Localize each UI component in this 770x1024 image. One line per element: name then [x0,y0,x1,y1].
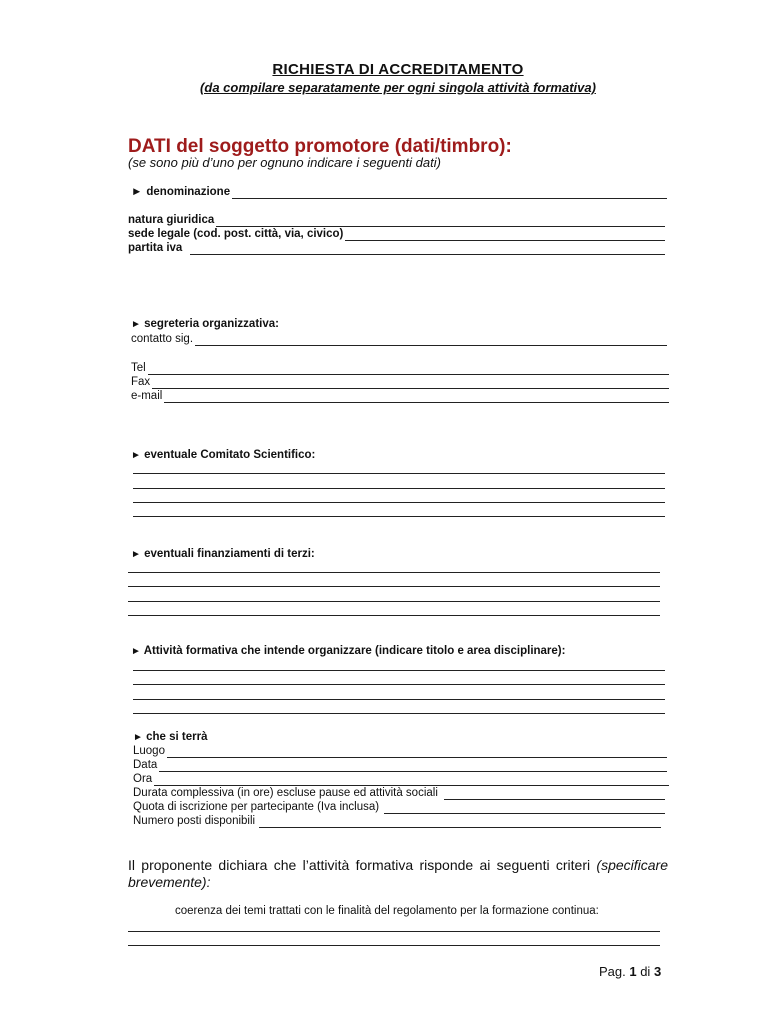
tel-label: Tel [131,362,146,374]
ora-label: Ora [133,773,153,785]
comitato-line[interactable] [133,488,665,489]
denominazione-line[interactable] [232,188,667,199]
tel-line[interactable] [148,364,669,375]
finanziamenti-label: eventuali finanziamenti di terzi: [144,548,315,560]
posti-field[interactable] [133,815,661,828]
finanziamenti-line[interactable] [128,615,660,616]
luogo-line[interactable] [167,747,667,758]
natura-giuridica-field[interactable] [128,214,665,227]
comitato-line[interactable] [133,473,665,474]
durata-label: Durata complessiva (in ore) escluse pause ed attività sociali [133,787,438,799]
contatto-field[interactable] [131,333,667,346]
declaration-text: Il proponente dichiara che l’attività formativa risponde ai seguenti criteri [128,857,597,873]
finanziamenti-line[interactable] [128,601,660,602]
natura-giuridica-line[interactable] [216,216,665,227]
partita-iva-field[interactable] [128,242,665,255]
sede-legale-field[interactable] [128,228,665,241]
arrow-marker-icon: ► [133,732,143,743]
arrow-marker-icon: ► [131,450,141,461]
comitato-heading [131,449,315,462]
contatto-label: contatto sig. [131,333,194,345]
ora-line[interactable] [154,775,669,786]
document-subtitle: (da compilare separatamente per ogni singola attività formativa) [200,80,596,95]
declaration-paragraph [128,857,668,891]
segreteria-label: segreteria organizzativa: [144,318,279,330]
attivita-line[interactable] [133,684,665,685]
criterion-text: coerenza dei temi trattati con le finalità del regolamento per la formazione continua: [175,905,599,917]
finanziamenti-line[interactable] [128,586,660,587]
luogo-field[interactable] [133,745,667,758]
attivita-line[interactable] [133,713,665,714]
fax-field[interactable] [131,376,669,389]
attivita-line[interactable] [133,699,665,700]
data-label: Data [133,759,158,771]
data-line[interactable] [159,761,667,772]
data-field[interactable] [133,759,667,772]
sede-evento-heading [133,731,207,744]
page-of: di [636,964,654,979]
durata-line[interactable] [444,789,665,800]
contatto-line[interactable] [195,335,667,346]
partita-iva-line[interactable] [190,244,665,255]
partita-iva-label: partita iva [128,242,183,254]
arrow-marker-icon: ► [131,549,141,560]
comitato-label: eventuale Comitato Scientifico: [144,449,316,461]
arrow-marker-icon: ► [131,319,141,330]
page-indicator [599,964,661,979]
email-label: e-mail [131,390,163,402]
denominazione-field[interactable] [131,186,667,199]
email-field[interactable] [131,390,669,403]
sede-legale-line[interactable] [345,230,665,241]
criterion-line[interactable] [128,931,660,932]
quota-line[interactable] [384,803,665,814]
posti-label: Numero posti disponibili [133,815,256,827]
document-title: RICHIESTA DI ACCREDITAMENTO [272,61,524,78]
finanziamenti-line[interactable] [128,572,660,573]
promoter-note: (se sono più d’uno per ognuno indicare i seguenti dati) [128,155,441,170]
email-line[interactable] [164,392,669,403]
sede-evento-label: che si terrà [146,731,208,743]
tel-field[interactable] [131,362,669,375]
quota-label: Quota di iscrizione per partecipante (Iva inclusa) [133,801,380,813]
quota-field[interactable] [133,801,665,814]
promoter-heading: DATI del soggetto promotore (dati/timbro): [128,136,512,157]
durata-field[interactable] [133,787,665,800]
finanziamenti-heading [131,548,315,561]
comitato-line[interactable] [133,502,665,503]
sede-legale-label: sede legale (cod. post. città, via, civico) [128,228,344,240]
comitato-line[interactable] [133,516,665,517]
attivita-label: Attività formativa che intende organizzare (indicare titolo e area disciplinare): [143,645,566,657]
posti-line[interactable] [259,817,661,828]
luogo-label: Luogo [133,745,165,757]
fax-line[interactable] [152,378,669,389]
page-number: 1 [629,964,637,979]
attivita-line[interactable] [133,670,665,671]
page-prefix: Pag. [599,964,630,979]
arrow-marker-icon: ► [131,646,141,657]
declaration-italic: (specificare brevemente): [128,857,668,890]
denominazione-label: denominazione [146,186,231,198]
arrow-marker-icon: ► [131,186,143,198]
fax-label: Fax [131,376,151,388]
natura-giuridica-label: natura giuridica [128,214,215,226]
page-total: 3 [653,964,662,979]
criterion-line[interactable] [128,945,660,946]
ora-field[interactable] [133,773,669,786]
segreteria-heading [131,318,279,331]
attivita-heading [131,645,565,658]
